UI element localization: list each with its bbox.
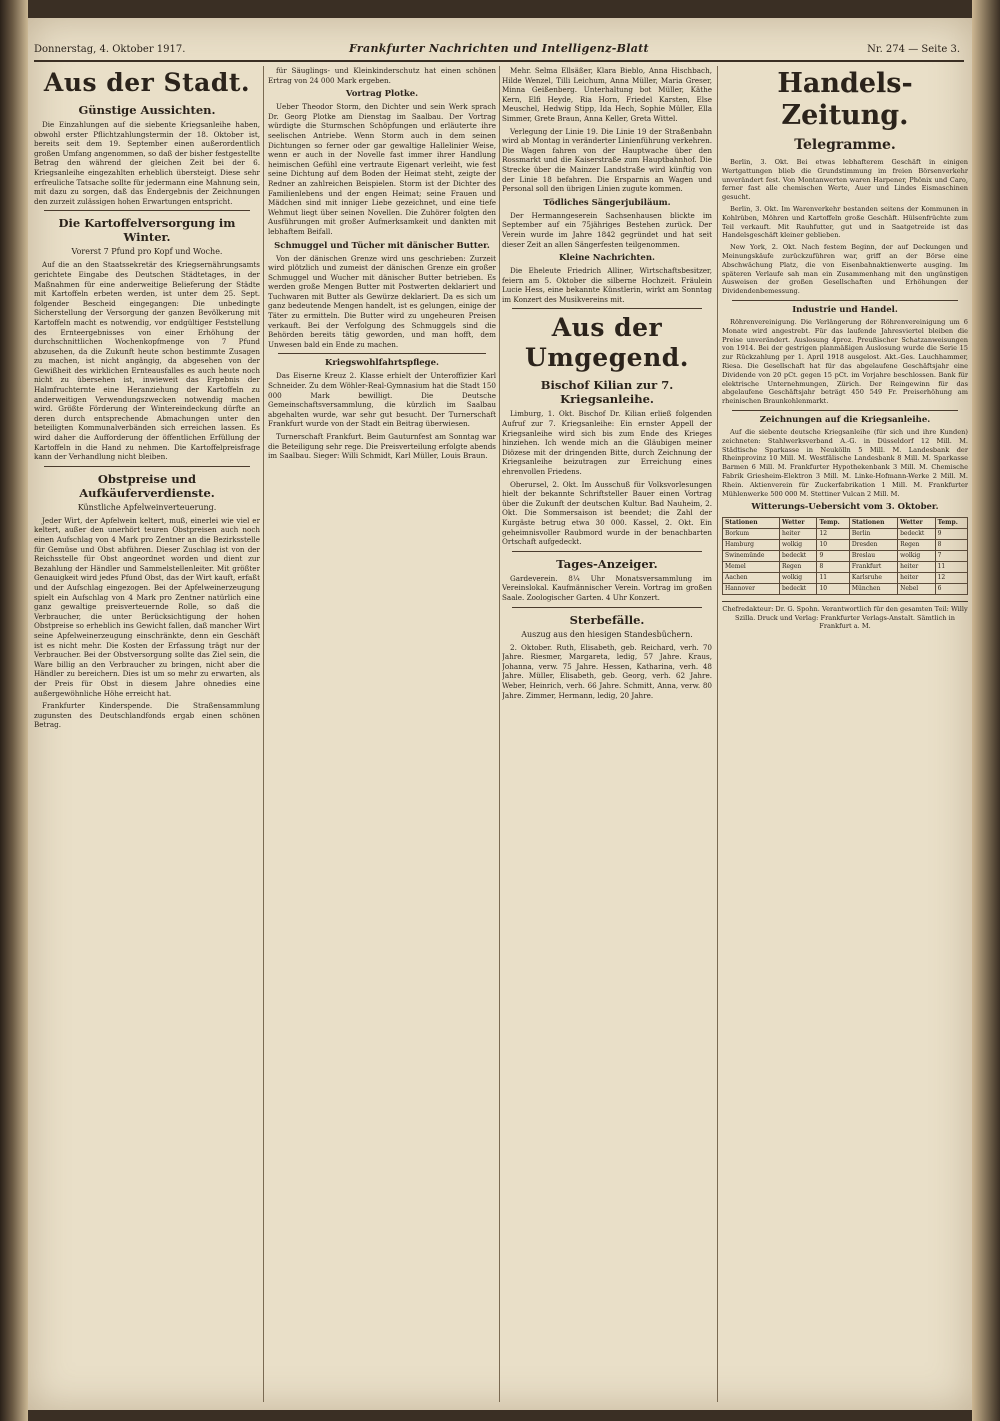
article-title: Vortrag Plotke. xyxy=(345,89,419,100)
article-title: Zeichnungen auf die Kriegsanleihe. xyxy=(759,414,931,425)
table-cell: 8 xyxy=(817,562,849,573)
article-text: Auf die an den Staatssekretär des Kriegsernährungsamts gerichtete Eingabe des Deutschen Städtetages, in der Maßnahmen für eine anderweitige Belieferung der Städte mit Kartoffeln erbeten werden, ist unter dem 25. Sept. folgender Bescheid eingegangen: Die unbedingte Sicherstellung der Versorgung der ganzen Bevölkerung mit Kartoffeln macht es notwendig, vor endgültiger Feststellung des Ernteergebnisses von einer Erhöhung der durchschnittlichen Wochenkopfmenge von 7 Pfund abzusehen, da die Zukunft heute schon bestimmte Zusagen zu machen, ist nicht angängig, da abgesehen von der Gewißheit des wirklichen Ernteausfalles es auch heute noch nicht zu übersehen ist, inwieweit das Ergebnis der Halmfruchternte eine Heranziehung der Kartoffeln zu anderweitigen Verwendungszwecken notwendig machen wird. Größte Förderung der Wintereindeckung dürfte an deren durch entsprechende Abmachungen unter den beteiligten Kommunalverbänden sich erreichen lassen. Es wird daher die Aufforderung der öffentlichen Erfüllung der Kartoffeln in die Hand zu nehmen. Die Kartoffelpreisfrage kann der Verhandlung nicht bleiben. xyxy=(34,260,260,462)
table-cell: 11 xyxy=(935,562,967,573)
table-row xyxy=(723,562,968,573)
article-text: New York, 2. Okt. Nach festem Beginn, der auf Deckungen und Meinungskäufe zurückzuführen war, griff an der Börse eine Abschwächung Platz, die von Eisenbahnaktienwerte ausging. Im späteren Verlaufe sah man ein Zusammenhang mit den ungünstigen Ausweisen der großen Gesellschaften und Erhöhungen der Dividendenbemessung. xyxy=(722,243,968,296)
table-cell: Nebel xyxy=(898,584,935,595)
table-cell: 12 xyxy=(817,529,849,540)
issue-number: Nr. 274 — Seite 3. xyxy=(867,44,960,55)
article-text: Frankfurter Kinderspende. Die Straßensammlung zugunsten des Deutschlandfonds ergab einen schönen Betrag. xyxy=(34,701,260,730)
article-title: Industrie und Handel. xyxy=(792,304,898,315)
article-text: Das Eiserne Kreuz 2. Klasse erhielt der Unteroffizier Karl Schneider. Zu dem Wöhler-Real-Gymnasium hat die Stadt 150 000 Mark bewilligt. Die Deutsche Gemeinschaftsversammlung, die kürzlich im Saalbau abgehalten wurde, war sehr gut besucht. Der Turnerschaft Frankfurt wurde von der Stadt ein Beitrag überwiesen. xyxy=(268,371,496,429)
table-cell: Breslau xyxy=(849,551,897,562)
column-1 xyxy=(34,66,260,1402)
table-header-cell: Temp. xyxy=(817,518,849,529)
imprint: Chefredakteur: Dr. G. Spohn. Verantwortlich für den gesamten Teil: Willy Szilla. Druck und Verlag: Frankfurter Verlags-Anstalt. Sämtlich in Frankfurt a. M. xyxy=(722,601,968,631)
table-cell: 9 xyxy=(817,551,849,562)
table-cell: wolkig xyxy=(779,573,816,584)
divider xyxy=(44,210,250,211)
table-header-cell: Wetter xyxy=(779,518,816,529)
article-title: Tödliches Sängerjubiläum. xyxy=(543,197,671,208)
table-cell: heiter xyxy=(779,529,816,540)
article-title: Kriegswohlfahrtspflege. xyxy=(324,358,439,369)
table-row xyxy=(723,584,968,595)
table-cell: 8 xyxy=(935,540,967,551)
table-cell: heiter xyxy=(898,573,935,584)
table-cell: heiter xyxy=(898,562,935,573)
table-header-cell: Stationen xyxy=(723,518,780,529)
table-cell: Regen xyxy=(779,562,816,573)
table-cell: 10 xyxy=(817,540,849,551)
table-cell: Berlin xyxy=(849,529,897,540)
article-title: Die Kartoffelversorgung im Winter. xyxy=(58,216,236,245)
section-title-stadt: Aus der Stadt. xyxy=(43,68,251,97)
table-cell: 7 xyxy=(935,551,967,562)
table-cell: 10 xyxy=(817,584,849,595)
article-text: Verlegung der Linie 19. Die Linie 19 der Straßenbahn wird ab Montag in veränderter Linienführung verkehren. Die Wagen fahren von der Hauptwache über den Rossmarkt und die Kaiserstraße zum Hauptbahnhof. Die Strecke über die Mainzer Landstraße wird künftig von der Linie 18 befahren. Die Ersparnis an Wagen und Personal soll den übrigen Linien zugute kommen. xyxy=(502,126,712,194)
table-row xyxy=(723,551,968,562)
newspaper-title: Frankfurter Nachrichten und Intelligenz-Blatt xyxy=(349,42,649,55)
column-4 xyxy=(722,66,968,1402)
article-text: Die Eheleute Friedrich Alliner, Wirtschaftsbesitzer, feiern am 5. Oktober die silberne Hochzeit. Fräulein Lucie Hess, eine bekannte Künstlerin, wirkt am Sonntag im Konzert des Musikvereins mit. xyxy=(502,266,712,304)
article-text: Berlin, 3. Okt. Im Warenverkehr bestanden seitens der Kommunen in Kohlrüben, Möhren und Kartoffeln große Geschäft. Hülsenfrüchte zum Teil verkauft. Mit Rauhfutter, gut und in Saatgetreide ist das Handelsgeschäft kleiner geblieben. xyxy=(722,204,968,240)
table-cell: Swinemünde xyxy=(723,551,780,562)
book-spine-shadow xyxy=(0,0,28,1421)
table-cell: bedeckt xyxy=(779,584,816,595)
article-title: Schmuggel und Tücher mit dänischer Butter. xyxy=(274,240,490,251)
table-cell: Memel xyxy=(723,562,780,573)
article-text: Ueber Theodor Storm, den Dichter und sein Werk sprach Dr. Georg Plotke am Dienstag im Saalbau. Der Vortrag würdigte die Sturmschen Schöpfungen und erläuterte ihre seelischen Antriebe. Wenn Storm auch in dem seinen Dichtungen so ferner oder gar gewaltige Hallelinier Weise, wenn er auch in der Novelle fast immer ihrer Handlung heimischen Gefühl eine vertraute Eigenart verleiht, wie fest seine Dichtung auf dem Boden der Heimat steht, zeigte der Redner an zahlreichen Beispielen. Storm ist der Dichter des Familienlebens und der engen Heimat; seine Frauen und Mädchen sind mit inniger Liebe gezeichnet, und eine tiefe Wehmut liegt über seinen Novellen. Die Zuhörer folgten den Ausführungen mit großer Aufmerksamkeit und dankten mit lebhaftem Beifall. xyxy=(268,102,496,236)
article-text: Die Einzahlungen auf die siebente Kriegsanleihe haben, obwohl erster Pflichtzahlungstermin der 18. Oktober ist, bereits seit dem 19. September einen außerordentlich großen Umfang angenommen, so daß der bisher festgestellte Betrag den während der gleichen Zeit bei der 6. Kriegsanleihe eingezahlten erheblich übersteigt. Diese sehr erfreuliche Tatsache sollte für jedermann eine Mahnung sein, mit dazu zu sorgen, daß das Endergebnis der Zeichnungen den zurzeit zulässigen hohen Erwartungen entspricht. xyxy=(34,120,260,206)
article-text: Auf die siebente deutsche Kriegsanleihe (für sich und ihre Kunden) zeichneten: Stahlwerksverband A.-G. in Düsseldorf 12 Mill. M. Städtische Sparkasse in Neukölln 5 Mill. M. Landesbank der Rheinprovinz 10 Mill. M. Westfälische Landesbank 8 Mill. M. Sparkasse Barmen 6 Mill. M. Frankfurter Hypothekenbank 3 Mill. M. Chemische Fabrik Griesheim-Elektron 3 Mill. M. Linke-Hofmann-Werke 2 Mill. M. Rhein. Aktienverein für Zuckerfabrikation 1 Mill. M. Frankfurter Mühlenwerke 500 000 M. Stettiner Vulcan 2 Mill. M. xyxy=(722,427,968,498)
table-cell: Dresden xyxy=(849,540,897,551)
article-subtitle: Künstliche Apfelweinverteuerung. xyxy=(77,502,217,512)
article-title: Günstige Aussichten. xyxy=(78,103,216,117)
table-cell: 12 xyxy=(935,573,967,584)
table-header-row xyxy=(723,518,968,529)
weather-table-body xyxy=(723,529,968,595)
column-3 xyxy=(502,66,712,1402)
weather-title: Witterungs-Uebersicht vom 3. Oktober. xyxy=(751,502,939,513)
article-title: Obstpreise und Aufkäuferverdienste. xyxy=(79,471,215,500)
weather-table xyxy=(722,517,968,595)
table-cell: 9 xyxy=(935,529,967,540)
divider xyxy=(732,410,958,411)
divider xyxy=(512,551,702,552)
article-text: Gardeverein. 8¼ Uhr Monatsversammlung im Vereinslokal. Kaufmännischer Verein. Vortrag im großen Saale. Zoologischer Garten. 4 Uhr Konzert. xyxy=(502,573,712,602)
table-cell: 6 xyxy=(935,584,967,595)
article-text: Jeder Wirt, der Apfelwein keltert, muß, einerlei wie viel er keltert, außer den unerhört teuren Obstpreisen auch noch einen Aufschlag von 4 Mark pro Zentner an die Bezirksstelle für Gemüse und Obst abführen. Dieser Zuschlag ist von der Reichsstelle für Obst angeordnet worden und dient zur Bezahlung der Händler und Sammelstellenleiter. Mit größter Genauigkeit wird jedes Pfund Obst, das der Wirt kauft, erfaßt und der Aufschlag eingezogen. Bei der Apfelweinerzeugung spielt ein Aufschlag von 4 Mark pro Zentner natürlich eine ganz gewaltige preisverteuernde Rolle, so daß die Verbraucher, die unter Berücksichtigung der hohen Obstpreise so erheblich ins Gewicht fallen, daß mancher Wirt seine Apfelweinerzeugung einschränkte, denn ein Geschäft ist es nicht mehr. Die Kosten der Erfassung trägt nur der Verbraucher. Bei der Obstversorgung sollte das Ziel sein, die Ware billig an den Verbraucher zu bringen, nicht aber die Händler zu bereichern. Dies ist um so mehr zu erwarten, als der Preis für Obst in diesem Jahre ohnedies eine außergewöhnliche Höhe erreicht hat. xyxy=(34,515,260,698)
article-text: 2. Oktober. Ruth, Elisabeth, geb. Reichard, verh. 70 Jahre. Riesmer, Margareta, ledig, 57 Jahre. Kraus, Johanna, verw. 75 Jahre. Hessen, Katharina, verh. 48 Jahre. Müller, Elisabeth, geb. Georg, verh. 62 Jahre. Weber, Heinrich, verh. 66 Jahre. Schmitt, Anna, verw. 80 Jahre. Zimmer, Hermann, ledig, 20 Jahre. xyxy=(502,642,712,700)
table-row xyxy=(723,573,968,584)
table-cell: Hamburg xyxy=(723,540,780,551)
table-cell: wolkig xyxy=(898,551,935,562)
article-text: Von der dänischen Grenze wird uns geschrieben: Zurzeit wird plötzlich und zumeist der dänischen Grenze ein großer Schmuggel und Wucher mit dänischer Butter betrieben. Es werden große Mengen Butter mit Postwerten deklariert und Tuchwaren mit Butter als Gewürze deklariert. Da es sich um ganz bedeutende Mengen handelt, ist es gelungen, einige der Täter zu ermitteln. Die Butter wird zu ungeheuren Preisen verkauft. Bei der Verfolgung des Schmuggels sind die Behörden bereits tätig geworden, und man hofft, dem Unwesen bald ein Ende zu machen. xyxy=(268,253,496,349)
column-rule xyxy=(263,66,264,1402)
article-text: Oberursel, 2. Okt. Im Ausschuß für Volksvorlesungen hielt der bekannte Schriftsteller Bauer einen Vortrag über die Zukunft der deutschen Kultur. Bad Nauheim, 2. Okt. Die Sommersaison ist beendet; die Zahl der Kurgäste betrug etwa 30 000. Kassel, 2. Okt. Ein geheimnisvoller Raubmord wurde in der benachbarten Ortschaft aufgedeckt. xyxy=(502,479,712,547)
table-cell: Aachen xyxy=(723,573,780,584)
table-cell: bedeckt xyxy=(779,551,816,562)
section-title-umgegend: Aus der Umgegend. xyxy=(525,313,689,373)
article-title: Tages-Anzeiger. xyxy=(556,556,658,571)
column-rule xyxy=(499,66,500,1402)
masthead xyxy=(34,40,964,62)
article-text: Der Hermanngeserein Sachsenhausen blickte im September auf ein 75jähriges Bestehen zurück. Der Verein wurde im Jahre 1842 gegründet und hat seit dieser Zeit an allen Sängerfesten teilgenommen. xyxy=(502,210,712,249)
divider xyxy=(278,353,486,354)
article-subtitle: Auszug aus den hiesigen Standesbüchern. xyxy=(521,629,693,639)
article-text: Turnerschaft Frankfurt. Beim Gauturnfest am Sonntag war die Beteiligung sehr rege. Die Preisverteilung erfolgte abends im Saalbau. Sieger: Willi Schmidt, Karl Müller, Louis Braun. xyxy=(268,432,496,461)
table-cell: Regen xyxy=(898,540,935,551)
divider xyxy=(512,607,702,608)
table-row xyxy=(723,540,968,551)
table-cell: München xyxy=(849,584,897,595)
article-title: Bischof Kilian zur 7. Kriegsanleihe. xyxy=(540,378,674,407)
column-rule xyxy=(717,66,718,1402)
article-subtitle: Vorerst 7 Pfund pro Kopf und Woche. xyxy=(71,247,223,257)
article-text: Berlin, 3. Okt. Bei etwas lebhafterem Geschäft in einigen Wertgattungen blieb die Grundstimmung im freien Börsenverkehr unverändert fest. Von Montanwerten waren Harpener, Phönix und Caro, ferner fast alle chemischen Werte, Auer und Lindes Eismaschinen gesucht. xyxy=(722,158,968,202)
divider xyxy=(44,466,250,467)
table-cell: bedeckt xyxy=(898,529,935,540)
newspaper-page xyxy=(28,18,972,1410)
table-header-cell: Stationen xyxy=(849,518,897,529)
column-2 xyxy=(268,66,496,1402)
telegram-title: Telegramme. xyxy=(794,137,896,153)
divider xyxy=(732,300,958,301)
article-text: Limburg, 1. Okt. Bischof Dr. Kilian erließ folgenden Aufruf zur 7. Kriegsanleihe: Ein ernster Appell der Kriegsanleihe wird sich bis zum Ende des Krieges hinziehen. Ich wende mich an die Gläubigen meiner Diözese mit der dringenden Bitte, durch Zeichnung der Kriegsanleihe beizutragen zur Erreichung eines ehrenvollen Friedens. xyxy=(502,409,712,477)
article-text: Mehr. Selma Ellsäßer, Klara Bieblo, Anna Hischbach, Hilde Wenzel, Tilli Leichum, Anna Müller, Maria Greser, Minna Geißenberg. Unterhaltung bot Müller, Käthe Kern, Elfi Heyde, Ria Horn, Friedel Karsten, Else Meuschel, Hedwig Stipp, Ida Hech, Sophie Müller, Ella Simmer, Grete Braun, Anna Keller, Greta Wittel. xyxy=(502,66,712,123)
table-header-cell: Temp. xyxy=(935,518,967,529)
table-cell: Hannover xyxy=(723,584,780,595)
issue-date: Donnerstag, 4. Oktober 1917. xyxy=(34,44,186,55)
section-title-handels: Handels-Zeitung. xyxy=(777,68,913,131)
article-text: Röhrenvereinigung. Die Verlängerung der Röhrenvereinigung um 6 Monate wird angestrebt. Für das laufende Jahresviertel bleiben die Preise unverändert. Auslosung 4proz. Preußischer Schatzanweisungen von 1914. Bei der gestrigen planmäßigen Auslosung wurde die Serie 15 zur Rückzahlung per 1. April 1918 ausgelost. Akt.-Ges. Lauchhammer, Riesa. Die Gesellschaft hat für das abgelaufene Geschäftsjahr eine Dividende von 20 pCt. gegen 15 pCt. im Vorjahre beschlossen. Bank für elektrische Unternehmungen, Zürich. Der Reingewinn für das abgelaufene Geschäftsjahr beträgt 450 549 Fr. Preiserhöhung am rheinischen Braunkohlenmarkt. xyxy=(722,317,968,406)
article-text: für Säuglings- und Kleinkinderschutz hat einen schönen Ertrag von 24 000 Mark ergeben. xyxy=(268,66,496,85)
table-cell: Frankfurt xyxy=(849,562,897,573)
table-cell: 11 xyxy=(817,573,849,584)
table-header-cell: Wetter xyxy=(898,518,935,529)
table-row xyxy=(723,529,968,540)
table-cell: wolkig xyxy=(779,540,816,551)
table-cell: Borkum xyxy=(723,529,780,540)
page-edge xyxy=(972,0,1000,1421)
article-title: Sterbefälle. xyxy=(569,612,645,627)
divider xyxy=(512,308,702,309)
table-cell: Karlsruhe xyxy=(849,573,897,584)
article-title: Kleine Nachrichten. xyxy=(559,253,655,264)
